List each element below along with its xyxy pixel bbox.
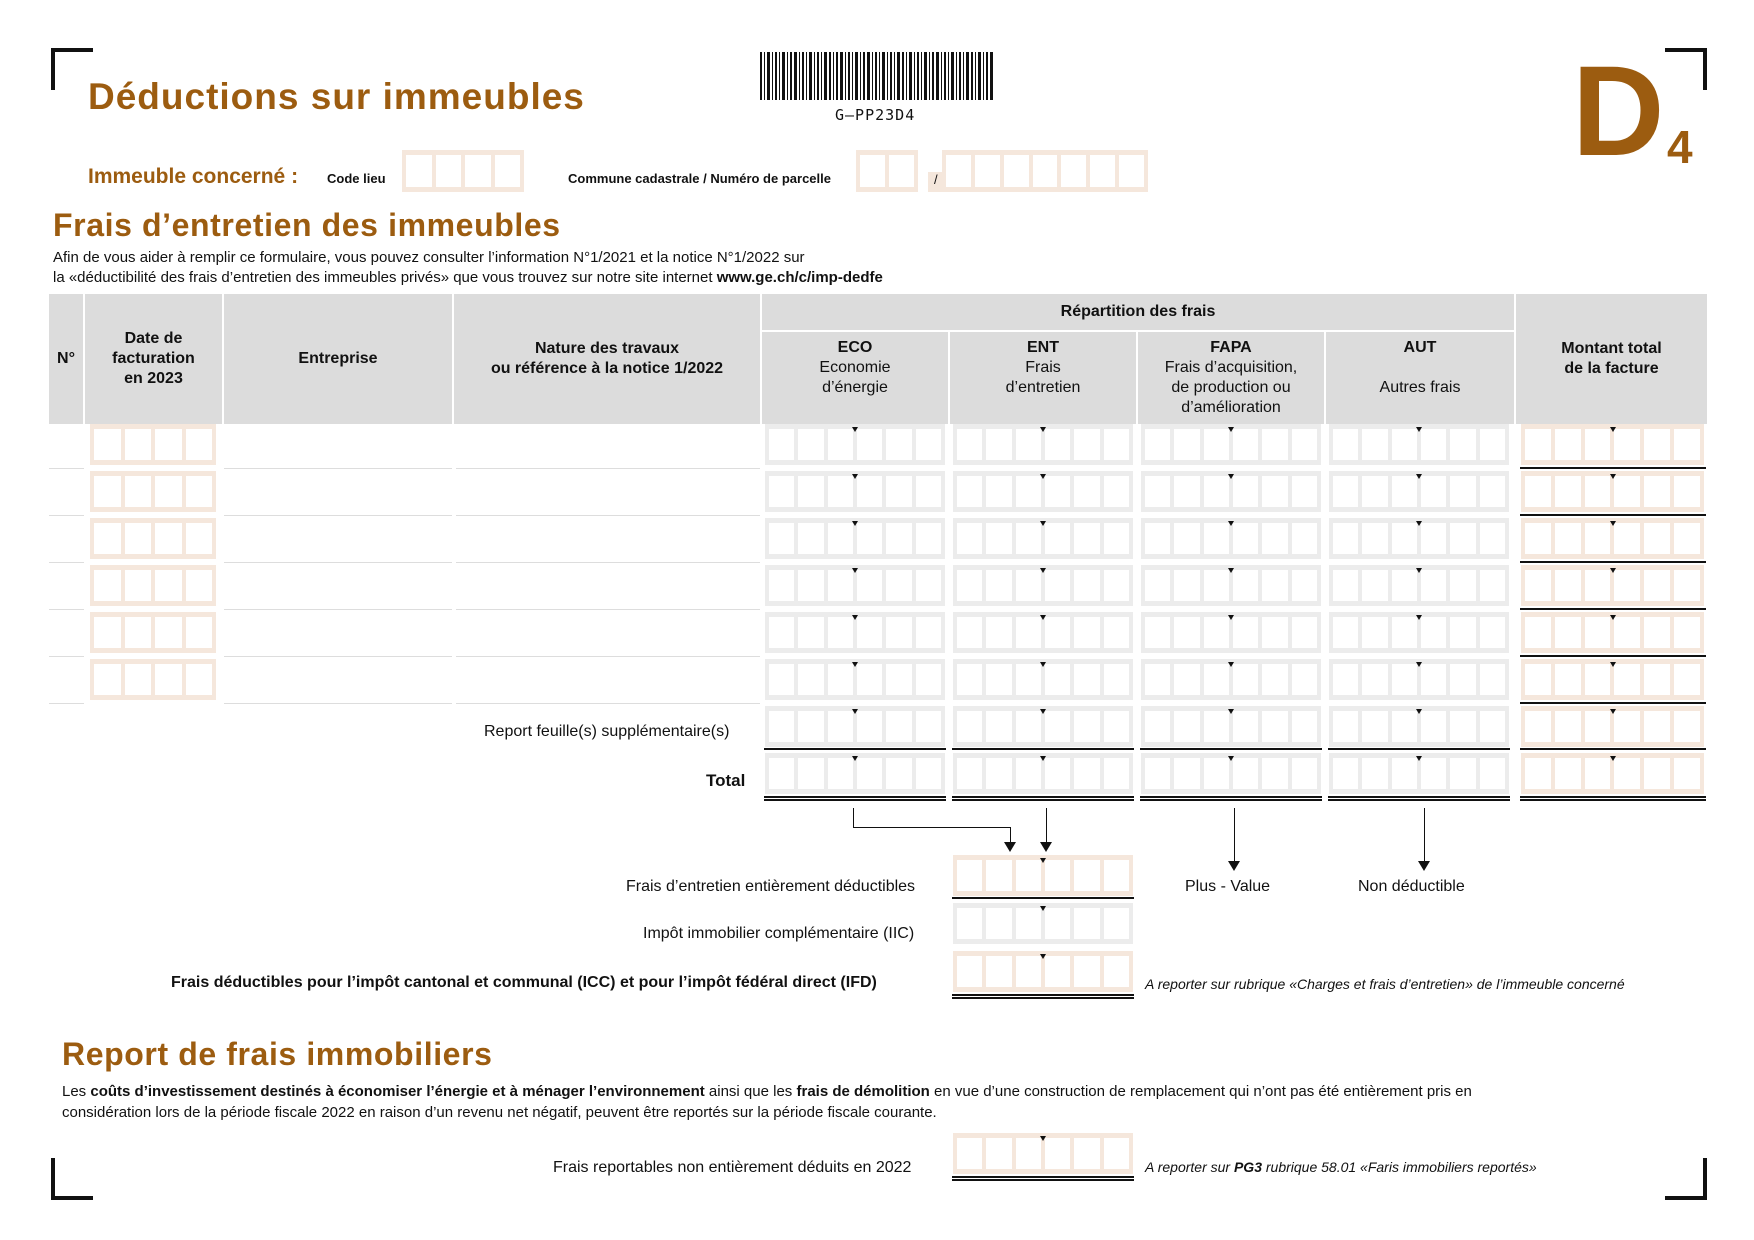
decimal-separator-icon bbox=[1416, 709, 1422, 714]
total-underline-1 bbox=[1520, 467, 1706, 469]
header-fapa: FAPA Frais d’acquisition, de production ou d’amélioration bbox=[1138, 332, 1324, 424]
fapa-total-underline bbox=[1140, 796, 1322, 801]
decimal-separator-icon bbox=[1040, 427, 1046, 432]
no-cell-line-3 bbox=[49, 562, 84, 563]
nature-cell-line-6 bbox=[456, 703, 760, 704]
nature-cell-line-3 bbox=[456, 562, 760, 563]
carryover-section-title: Report de frais immobiliers bbox=[62, 1036, 493, 1072]
header-eco: ECO Economie d’énergie bbox=[762, 332, 948, 424]
nature-cell-line-5 bbox=[456, 656, 760, 657]
nature-cell-line-1 bbox=[456, 468, 760, 469]
decimal-separator-icon bbox=[1040, 906, 1046, 911]
carryover-paragraph-line1: Les coûts d’investissement destinés à économiser l’énergie et à ménager l’environnement ainsi que les frais de démolition en vue d’une construction de remplacement qui n’ont pas été entièrement pris en bbox=[62, 1083, 1472, 1100]
decimal-separator-icon bbox=[1610, 568, 1616, 573]
aut-arrowhead-icon bbox=[1418, 861, 1430, 871]
header-ent: ENT Frais d’entretien bbox=[950, 332, 1136, 424]
corner-mark-bottom-right bbox=[1665, 1158, 1707, 1200]
decimal-separator-icon bbox=[852, 756, 858, 761]
property-label: Immeuble concerné : bbox=[88, 165, 299, 188]
aut-report-underline bbox=[1328, 748, 1510, 750]
decimal-separator-icon bbox=[852, 474, 858, 479]
decimal-separator-icon bbox=[1610, 615, 1616, 620]
total-label: Total bbox=[706, 771, 746, 790]
report-label: Report feuille(s) supplémentaire(s) bbox=[484, 723, 730, 740]
commune-field[interactable] bbox=[856, 150, 918, 192]
form-badge-number: 4 bbox=[1667, 121, 1693, 173]
decimal-separator-icon bbox=[1040, 858, 1046, 863]
header-nature: Nature des travaux ou référence à la notice 1/2022 bbox=[454, 294, 760, 424]
decimal-separator-icon bbox=[1040, 615, 1046, 620]
eco-arrow-horizontal bbox=[853, 827, 1010, 828]
maintenance-intro-line2: la «déductibilité des frais d’entretien des immeubles privés» que vous trouvez sur notre site internet www.ge.ch/c/imp-dedfe bbox=[53, 269, 883, 286]
invoice-date-field-4[interactable] bbox=[90, 565, 216, 606]
decimal-separator-icon bbox=[1228, 474, 1234, 479]
aut-total-underline bbox=[1328, 796, 1510, 801]
decimal-separator-icon bbox=[1228, 568, 1234, 573]
header-repartition: Répartition des frais bbox=[762, 294, 1514, 330]
header-date: Date de facturation en 2023 bbox=[85, 294, 222, 424]
decimal-separator-icon bbox=[1610, 662, 1616, 667]
plus-value-label: Plus - Value bbox=[1185, 878, 1271, 895]
eco-arrow-line bbox=[853, 808, 854, 828]
aut-arrow-line bbox=[1424, 808, 1425, 862]
invoice-date-field-3[interactable] bbox=[90, 518, 216, 559]
decimal-separator-icon bbox=[1228, 427, 1234, 432]
decimal-separator-icon bbox=[1228, 615, 1234, 620]
decimal-separator-icon bbox=[1040, 756, 1046, 761]
decimal-separator-icon bbox=[852, 615, 858, 620]
no-cell-line-1 bbox=[49, 468, 84, 469]
decimal-separator-icon bbox=[1416, 615, 1422, 620]
entreprise-cell-line-3 bbox=[224, 562, 452, 563]
total-underline-5 bbox=[1520, 655, 1706, 657]
entreprise-cell-line-1 bbox=[224, 468, 452, 469]
total-total-underline bbox=[1520, 796, 1706, 801]
commune-parcel-separator: / bbox=[928, 172, 944, 192]
decimal-separator-icon bbox=[852, 521, 858, 526]
decimal-separator-icon bbox=[1610, 709, 1616, 714]
barcode-text: G–PP23D4 bbox=[835, 106, 916, 124]
header-aut: AUT Autres frais bbox=[1326, 332, 1514, 424]
parcel-number-field[interactable] bbox=[942, 150, 1148, 192]
decimal-separator-icon bbox=[1416, 427, 1422, 432]
carryover-note: A reporter sur PG3 rubrique 58.01 «Faris immobiliers reportés» bbox=[1145, 1159, 1537, 1175]
decimal-separator-icon bbox=[852, 709, 858, 714]
deductible-underline bbox=[952, 897, 1134, 899]
total-underline-6 bbox=[1520, 702, 1706, 704]
carryover-paragraph-line2: considération lors de la période fiscale 2022 en raison d’un revenu net négatif, peuvent être reportés sur la période fiscale courante. bbox=[62, 1104, 937, 1121]
ent-arrow-line bbox=[1046, 808, 1047, 843]
no-cell-line-6 bbox=[49, 703, 84, 704]
total-underline-2 bbox=[1520, 514, 1706, 516]
header-total: Montant total de la facture bbox=[1516, 294, 1707, 424]
ent-arrowhead-icon bbox=[1040, 842, 1052, 852]
corner-mark-top-left bbox=[51, 48, 93, 90]
decimal-separator-icon bbox=[1610, 521, 1616, 526]
no-cell-line-2 bbox=[49, 515, 84, 516]
entreprise-cell-line-5 bbox=[224, 656, 452, 657]
total-report-underline bbox=[1520, 748, 1706, 750]
icc-ifd-label: Frais déductibles pour l’impôt cantonal et communal (ICC) et pour l’impôt fédéral direct (IFD) bbox=[171, 974, 877, 991]
icc-ifd-underline bbox=[952, 994, 1134, 999]
website-link[interactable]: www.ge.ch/c/imp-dedfe bbox=[716, 269, 883, 286]
maintenance-intro-line1: Afin de vous aider à remplir ce formulaire, vous pouvez consulter l’information N°1/2021 et la notice N°1/2022 sur bbox=[53, 249, 805, 266]
entreprise-cell-line-4 bbox=[224, 609, 452, 610]
invoice-date-field-6[interactable] bbox=[90, 659, 216, 700]
invoice-date-field-2[interactable] bbox=[90, 471, 216, 512]
maintenance-section-title: Frais d’entretien des immeubles bbox=[53, 207, 561, 243]
decimal-separator-icon bbox=[1416, 662, 1422, 667]
decimal-separator-icon bbox=[852, 568, 858, 573]
code-lieu-field[interactable] bbox=[402, 150, 524, 192]
corner-mark-top-right bbox=[1665, 48, 1707, 90]
eco-arrow-down bbox=[1010, 827, 1011, 843]
decimal-separator-icon bbox=[1416, 568, 1422, 573]
iic-label: Impôt immobilier complémentaire (IIC) bbox=[643, 925, 915, 942]
decimal-separator-icon bbox=[1040, 954, 1046, 959]
decimal-separator-icon bbox=[852, 427, 858, 432]
decimal-separator-icon bbox=[1040, 1136, 1046, 1141]
form-title: Déductions sur immeubles bbox=[88, 76, 585, 117]
commune-parcel-label: Commune cadastrale / Numéro de parcelle bbox=[568, 171, 831, 186]
code-lieu-label: Code lieu bbox=[327, 171, 386, 186]
entreprise-cell-line-2 bbox=[224, 515, 452, 516]
decimal-separator-icon bbox=[1040, 474, 1046, 479]
carryover-underline bbox=[952, 1176, 1134, 1181]
decimal-separator-icon bbox=[1040, 521, 1046, 526]
entreprise-cell-line-6 bbox=[224, 703, 452, 704]
decimal-separator-icon bbox=[1610, 474, 1616, 479]
decimal-separator-icon bbox=[1610, 756, 1616, 761]
header-no: N° bbox=[49, 294, 83, 424]
decimal-separator-icon bbox=[1228, 521, 1234, 526]
corner-mark-bottom-left bbox=[51, 1158, 93, 1200]
nature-cell-line-2 bbox=[456, 515, 760, 516]
fapa-arrowhead-icon bbox=[1228, 861, 1240, 871]
form-badge-letter: D bbox=[1572, 40, 1665, 183]
barcode-image bbox=[760, 52, 1000, 102]
decimal-separator-icon bbox=[1228, 756, 1234, 761]
no-cell-line-5 bbox=[49, 656, 84, 657]
decimal-separator-icon bbox=[1228, 709, 1234, 714]
decimal-separator-icon bbox=[1040, 709, 1046, 714]
eco-arrowhead-icon bbox=[1004, 842, 1016, 852]
deductible-label: Frais d’entretien entièrement déductibles bbox=[626, 878, 916, 895]
total-underline-3 bbox=[1520, 561, 1706, 563]
nature-cell-line-4 bbox=[456, 609, 760, 610]
decimal-separator-icon bbox=[1416, 521, 1422, 526]
carryover-field-label: Frais reportables non entièrement déduits en 2022 bbox=[553, 1159, 912, 1176]
ent-report-underline bbox=[952, 748, 1134, 750]
header-entreprise: Entreprise bbox=[224, 294, 452, 424]
eco-report-underline bbox=[764, 748, 946, 750]
invoice-date-field-1[interactable] bbox=[90, 424, 216, 465]
decimal-separator-icon bbox=[1040, 662, 1046, 667]
fapa-arrow-line bbox=[1234, 808, 1235, 862]
eco-total-underline bbox=[764, 796, 946, 801]
fapa-report-underline bbox=[1140, 748, 1322, 750]
invoice-date-field-5[interactable] bbox=[90, 612, 216, 653]
ent-total-underline bbox=[952, 796, 1134, 801]
decimal-separator-icon bbox=[1416, 756, 1422, 761]
decimal-separator-icon bbox=[1228, 662, 1234, 667]
non-deductible-label: Non déductible bbox=[1358, 878, 1465, 895]
decimal-separator-icon bbox=[852, 662, 858, 667]
decimal-separator-icon bbox=[1416, 474, 1422, 479]
no-cell-line-4 bbox=[49, 609, 84, 610]
total-underline-4 bbox=[1520, 608, 1706, 610]
decimal-separator-icon bbox=[1040, 568, 1046, 573]
decimal-separator-icon bbox=[1610, 427, 1616, 432]
icc-ifd-note: A reporter sur rubrique «Charges et frais d’entretien» de l’immeuble concerné bbox=[1145, 976, 1625, 992]
